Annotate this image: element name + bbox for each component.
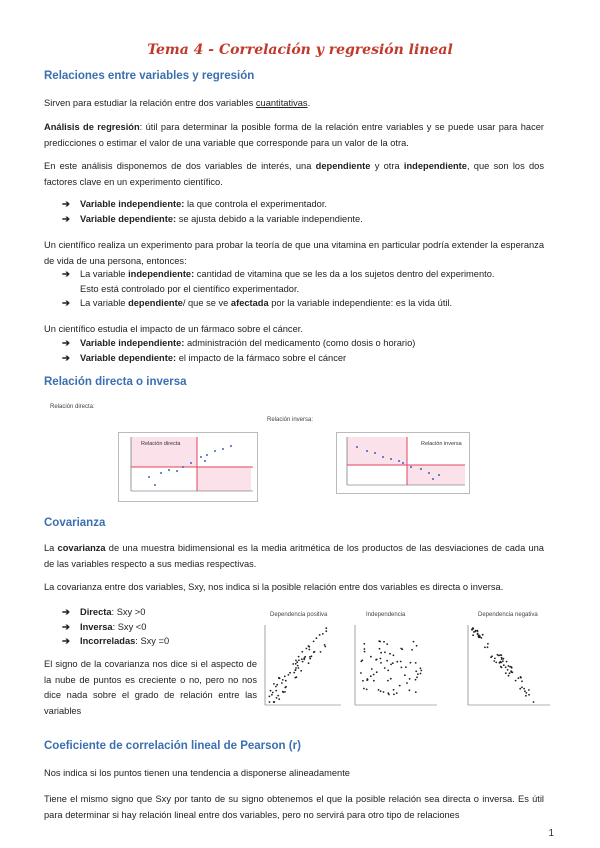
- scatter-point: [295, 667, 297, 669]
- scatter-point: [393, 689, 395, 691]
- paragraph-farmaco: Un científico estudia el impacto de un fármaco sobre el cáncer.: [44, 324, 303, 334]
- arrow-icon: ➔: [62, 352, 70, 363]
- scatter-point: [404, 674, 406, 676]
- paragraph-covarianza-def: La covarianza de una muestra bidimensional es la media aritmética de los productos de las desviaciones de cada una de las variables respecto a sus medias respectivas.: [44, 543, 544, 569]
- point: [214, 450, 216, 452]
- bullet-list-farmaco: [62, 336, 552, 365]
- scatter-point: [494, 658, 496, 660]
- scatter-point: [393, 694, 395, 696]
- list-item-continuation: Esto está controlado por el científico experimentador.: [80, 283, 300, 294]
- scatter-point: [475, 630, 477, 632]
- scatter-point: [278, 698, 280, 700]
- point: [206, 454, 208, 456]
- scatter-point: [309, 658, 311, 660]
- scatter-point: [390, 664, 392, 666]
- scatter-point: [396, 661, 398, 663]
- scatter-point: [303, 659, 305, 661]
- scatter-point: [409, 689, 411, 691]
- scatter-point: [481, 637, 483, 639]
- scatter-negative: [458, 620, 554, 720]
- plot-inverse: [336, 432, 470, 494]
- bullet-list-vitamina: [62, 267, 552, 311]
- scatter-point: [495, 662, 497, 664]
- scatter-point: [370, 656, 372, 658]
- point: [154, 484, 156, 486]
- scatter-point: [285, 680, 287, 682]
- scatter-point: [364, 651, 366, 653]
- scatter-point: [525, 692, 527, 694]
- point: [168, 469, 170, 471]
- plot-direct-svg: [119, 433, 257, 501]
- list-item: ➔ Variable dependiente: se ajusta debido a la variable independiente.: [62, 212, 552, 227]
- scatter-point: [278, 677, 280, 679]
- section-heading-pearson: Coeficiente de correlación lineal de Pearson (r): [44, 740, 301, 752]
- chart-title-positive: Dependencia positiva: [270, 612, 328, 618]
- scatter-point: [301, 658, 303, 660]
- scatter-point: [284, 675, 286, 677]
- scatter-point: [363, 688, 365, 690]
- paragraph-vitamina: Un científico realiza un experimento para probar la teoría de que una vitamina en particular podría extender la esperanza de vida de una persona, entonces:: [44, 240, 544, 266]
- scatter-point: [301, 651, 303, 653]
- scatter-point: [519, 688, 521, 690]
- scatter-point: [373, 674, 375, 676]
- paragraph-intro: Sirven para estudiar la relación entre dos variables cuantitativas.: [44, 98, 311, 108]
- scatter-point: [380, 658, 382, 660]
- caption-direct: Relación directa:: [50, 404, 95, 410]
- scatter-point: [367, 678, 369, 680]
- scatter-point: [273, 683, 275, 685]
- point: [402, 462, 404, 464]
- scatter-point: [272, 692, 274, 694]
- scatter-point: [300, 670, 302, 672]
- point: [382, 456, 384, 458]
- scatter-point: [387, 680, 389, 682]
- scatter-point: [298, 656, 300, 658]
- scatter-point: [384, 667, 386, 669]
- scatter-point: [521, 686, 523, 688]
- list-item: ➔ Variable dependiente: el impacto de la fármaco sobre el cáncer: [62, 351, 552, 366]
- scatter-point: [393, 654, 395, 656]
- scatter-point: [416, 645, 418, 647]
- scatter-point: [380, 652, 382, 654]
- arrow-icon: ➔: [62, 636, 70, 646]
- page-title: Tema 4 - Correlación y regresión lineal: [147, 42, 453, 58]
- scatter-point: [417, 673, 419, 675]
- scatter-point: [313, 641, 315, 643]
- point: [204, 460, 206, 462]
- scatter-point: [525, 695, 527, 697]
- scatter-point: [505, 666, 507, 668]
- scatter-point: [276, 697, 278, 699]
- chart-title-negative: Dependencia negativa: [478, 612, 538, 618]
- scatter-point: [518, 677, 520, 679]
- scatter-point: [281, 682, 283, 684]
- point: [390, 458, 392, 460]
- list-item: ➔ Variable independiente: administración del medicamento (como dosis o horario): [62, 336, 552, 351]
- point: [438, 474, 440, 476]
- scatter-point: [383, 641, 385, 643]
- scatter-point: [399, 685, 401, 687]
- paragraph-covarianza-sxy: La covarianza entre dos variables, Sxy, nos indica si la posible relación entre dos variables es directa o inversa.: [44, 582, 504, 592]
- scatter-point: [322, 633, 324, 635]
- scatter-point: [528, 689, 530, 691]
- scatter-point: [411, 649, 413, 651]
- page-number: 1: [548, 828, 554, 839]
- scatter-point: [509, 666, 511, 668]
- scatter-point: [401, 667, 403, 669]
- scatter-point: [487, 643, 489, 645]
- scatter-point: [415, 670, 417, 672]
- scatter-point: [389, 653, 391, 655]
- scatter-point: [297, 665, 299, 667]
- point: [176, 470, 178, 472]
- arrow-icon: ➔: [62, 213, 70, 224]
- points: [269, 627, 328, 703]
- scatter-point: [295, 663, 297, 665]
- scatter-point: [416, 676, 418, 678]
- scatter-point: [275, 686, 277, 688]
- scatter-point: [284, 687, 286, 689]
- scatter-point: [515, 680, 517, 682]
- scatter-point: [528, 694, 530, 696]
- scatter-point: [295, 660, 297, 662]
- scatter-point: [501, 667, 503, 669]
- scatter-point: [383, 691, 385, 693]
- scatter-point: [325, 627, 327, 629]
- scatter-point: [478, 636, 480, 638]
- scatter-point: [324, 646, 326, 648]
- scatter-point: [509, 672, 511, 674]
- scatter-point: [320, 651, 322, 653]
- paragraph-pearson-1: Nos indica si los puntos tienen una tendencia a disponerse alineadamente: [44, 768, 350, 778]
- bullet-list-sxy: [62, 605, 232, 649]
- caption-inverse: Relación inversa:: [267, 417, 314, 423]
- scatter-point: [269, 701, 271, 703]
- scatter-point: [284, 691, 286, 693]
- section-heading-relaciones: Relaciones entre variables y regresión: [44, 70, 255, 82]
- scatter-point: [505, 672, 507, 674]
- scatter-independent: [345, 620, 445, 720]
- scatter-point: [277, 695, 279, 697]
- scatter-point: [282, 691, 284, 693]
- point: [366, 450, 368, 452]
- scatter-point: [308, 662, 310, 664]
- scatter-point: [324, 644, 326, 646]
- point: [410, 466, 412, 468]
- list-item: ➔ Directa: Sxy >0: [62, 605, 232, 620]
- points: [360, 640, 422, 695]
- scatter-point: [473, 631, 475, 633]
- scatter-point: [401, 648, 403, 650]
- scatter-point: [306, 648, 308, 650]
- plot-inverse-label: Relación inversa: [421, 441, 462, 447]
- scatter-point: [380, 662, 382, 664]
- plot-direct-label: Relación directa: [141, 441, 181, 447]
- point: [398, 460, 400, 462]
- scatter-point: [386, 643, 388, 645]
- scatter-point: [364, 648, 366, 650]
- scatter-point: [371, 668, 373, 670]
- scatter-point: [388, 694, 390, 696]
- scatter-point: [471, 628, 473, 630]
- quadrant-top-left: [347, 437, 407, 465]
- scatter-point: [396, 692, 398, 694]
- scatter-point: [308, 649, 310, 651]
- point: [190, 462, 192, 464]
- list-item: ➔ Incorreladas: Sxy =0: [62, 634, 232, 649]
- scatter-point: [376, 671, 378, 673]
- scatter-point: [400, 661, 402, 663]
- point: [374, 452, 376, 454]
- scatter-point: [292, 663, 294, 665]
- scatter-point: [503, 658, 505, 660]
- scatter-point: [275, 690, 277, 692]
- scatter-point: [296, 661, 298, 663]
- section-heading-relacion: Relación directa o inversa: [44, 376, 187, 388]
- scatter-point: [415, 679, 417, 681]
- scatter-point: [491, 655, 493, 657]
- scatter-point: [379, 641, 381, 643]
- scatter-point: [477, 633, 479, 635]
- scatter-point: [406, 682, 408, 684]
- scatter-point: [271, 694, 273, 696]
- scatter-point: [269, 696, 271, 698]
- scatter-point: [420, 670, 422, 672]
- scatter-point: [390, 678, 392, 680]
- point: [148, 476, 150, 478]
- scatter-point: [413, 641, 415, 643]
- list-item: ➔ La variable independiente: cantidad de vitamina que se les da a los sujetos dentro del experimento.: [62, 267, 552, 282]
- scatter-point: [533, 701, 535, 703]
- scatter-point: [484, 646, 486, 648]
- quadrant-bottom-right: [407, 465, 465, 485]
- scatter-point: [366, 689, 368, 691]
- scatter-point: [373, 680, 375, 682]
- paragraph-regresion: Análisis de regresión: útil para determinar la posible forma de la relación entre variables y se puede usar para hacer predicciones o estimar el valor de una variable que corresponde para un valor de la otra.: [44, 122, 544, 148]
- scatter-point: [316, 637, 318, 639]
- scatter-point: [311, 655, 313, 657]
- chart-title-independent: Independencia: [366, 612, 406, 618]
- arrow-icon: ➔: [62, 621, 70, 632]
- point: [222, 448, 224, 450]
- scatter-point: [472, 634, 474, 636]
- scatter-point: [360, 672, 362, 674]
- scatter-point: [276, 684, 278, 686]
- scatter-point: [415, 662, 417, 664]
- scatter-point: [500, 654, 502, 656]
- scatter-point: [501, 658, 503, 660]
- scatter-point: [409, 678, 411, 680]
- arrow-icon: ➔: [62, 199, 70, 209]
- arrow-icon: ➔: [62, 269, 70, 279]
- scatter-point: [293, 672, 295, 674]
- scatter-point: [370, 675, 372, 677]
- scatter-point: [387, 670, 389, 672]
- scatter-point: [379, 648, 381, 650]
- scatter-point: [511, 671, 513, 673]
- scatter-point: [506, 661, 508, 663]
- point: [432, 478, 434, 480]
- plot-direct: [118, 432, 258, 502]
- scatter-point: [420, 667, 422, 669]
- scatter-point: [304, 656, 306, 658]
- paragraph-pearson-2: Tiene el mismo signo que Sxy por tanto de su signo obtenemos el que la posible relación sea directa o inversa. Es útil para determinar si hay relación lineal entre dos variables, pero no servirá para otro tipo de relaciones: [44, 794, 544, 820]
- point: [428, 472, 430, 474]
- points: [471, 627, 534, 703]
- list-item: ➔ Inversa: Sxy <0: [62, 620, 232, 635]
- scatter-point: [294, 669, 296, 671]
- scatter-point: [319, 634, 321, 636]
- scatter-point: [523, 688, 525, 690]
- scatter-point: [362, 680, 364, 682]
- scatter-point: [378, 689, 380, 691]
- scatter-point: [405, 666, 407, 668]
- scatter-point: [493, 660, 495, 662]
- scatter-point: [392, 662, 394, 664]
- scatter-point: [376, 659, 378, 661]
- point: [182, 466, 184, 468]
- point: [200, 456, 202, 458]
- scatter-point: [524, 690, 526, 692]
- scatter-point: [308, 646, 310, 648]
- scatter-point: [476, 630, 478, 632]
- paragraph-signo: El signo de la covarianza nos dice si el aspecto de la nube de puntos es creciente o no, pero no nos dice nada sobre el grado de relación entre las variables: [44, 659, 257, 716]
- section-heading-covarianza: Covarianza: [44, 517, 106, 529]
- scatter-point: [384, 651, 386, 653]
- scatter-point: [507, 669, 509, 671]
- scatter-point: [386, 660, 388, 662]
- arrow-icon: ➔: [62, 298, 70, 308]
- arrow-icon: ➔: [62, 338, 70, 348]
- list-item: ➔ Variable independiente: la que controla el experimentador.: [62, 197, 552, 212]
- bullet-list-variables: [62, 197, 552, 226]
- point: [356, 446, 358, 448]
- scatter-point: [380, 690, 382, 692]
- scatter-point: [503, 664, 505, 666]
- paragraph-variables: En este análisis disponemos de dos variables de interés, una dependiente y otra independiente, que son los dos factores clave en un experimento científico.: [44, 161, 544, 187]
- scatter-point: [499, 662, 501, 664]
- scatter-point: [420, 673, 422, 675]
- scatter-point: [521, 680, 523, 682]
- scatter-point: [520, 677, 522, 679]
- scatter-point: [302, 661, 304, 663]
- list-item: ➔ La variable dependiente/ que se ve afectada por la variable independiente: es la vida útil.: [62, 296, 552, 311]
- scatter-point: [508, 665, 510, 667]
- scatter-point: [313, 651, 315, 653]
- scatter-point: [502, 660, 504, 662]
- scatter-point: [298, 667, 300, 669]
- scatter-point: [508, 675, 510, 677]
- scatter-point: [410, 662, 412, 664]
- scatter-point: [270, 690, 272, 692]
- scatter-point: [289, 672, 291, 674]
- scatter-point: [497, 654, 499, 656]
- scatter-point: [325, 630, 327, 632]
- scatter-point: [487, 646, 489, 648]
- scatter-point: [298, 659, 300, 661]
- scatter-point: [288, 674, 290, 676]
- scatter-point: [363, 643, 365, 645]
- quadrant-bottom-right: [197, 467, 251, 491]
- scatter-point: [415, 691, 417, 693]
- point: [420, 468, 422, 470]
- point: [230, 445, 232, 447]
- scatter-point: [482, 634, 484, 636]
- scatter-point: [274, 701, 276, 703]
- scatter-point: [360, 661, 362, 663]
- arrow-icon: ➔: [62, 607, 70, 617]
- scatter-positive: [255, 620, 345, 720]
- scatter-point: [282, 679, 284, 681]
- scatter-point: [296, 676, 298, 678]
- point: [160, 472, 162, 474]
